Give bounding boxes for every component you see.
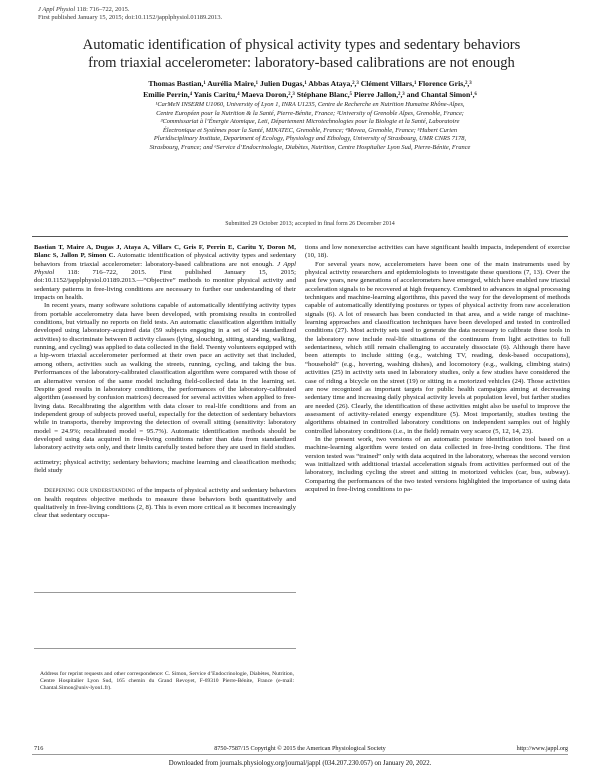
keywords: actimetry; physical activity; sedentary behaviors; machine learning and classification methods; field study — [34, 458, 296, 474]
affiliation-line: Pluridisciplinary Institute, Department of Ecology, Physiology and Ethology, University of Strasbourg, UMR CNRS 7178, — [153, 135, 467, 143]
affiliation-line: Centre Européen pour la Nutrition & la Santé, Pierre-Bénite, France; ²University of Grenoble Alpes, Grenoble, France; — [156, 109, 464, 117]
copyright-line: 8750-7587/15 Copyright © 2015 the American Physiological Society — [214, 745, 386, 752]
header-divider — [32, 236, 568, 237]
submission-dates: Submitted 29 October 2013; accepted in final form 26 December 2014 — [225, 221, 395, 227]
page-number: 716 — [34, 745, 44, 752]
journal-header — [38, 6, 222, 22]
abstract-intro: 118: 716–722, 2015. First published January 15, 2015; doi:10.1152/japplphysiol.01189.2013.—“Objective” methods to monitor physical activity and sedentary patterns in free-living conditions are necessary to further our understanding of their impacts on health. — [34, 269, 296, 302]
affiliation-line: Électronique et Systèmes pour la Santé, MINATEC, Grenoble, France; ⁴Movea, Grenoble, France; ⁵Hubert Curien — [162, 126, 458, 134]
author-list — [60, 79, 560, 100]
body-paragraph: tions and low nonexercise activities can have significant health impacts, independent of exercise (10, 18). — [305, 244, 570, 260]
author-line: Thomas Bastian,¹ Aurélia Maire,¹ Julien Dugas,¹ Abbas Ataya,²,³ Clément Villars,¹ Florence Gris,²,³ — [148, 79, 472, 88]
journal-citation: 118: 716–722, 2015. — [76, 6, 130, 13]
journal-name: J Appl Physiol — [38, 6, 76, 13]
author-line: Emilie Perrin,⁴ Yanis Caritu,⁴ Maeva Doron,²,³ Stéphane Blanc,⁵ Pierre Jallon,²,³ and Chantal Simon¹,⁶ — [143, 89, 477, 99]
left-column — [34, 244, 296, 521]
affiliations — [60, 101, 560, 153]
body-paragraph: For several years now, accelerometers have been one of the main instruments used by physical activity researchers and epidemiologists to investigate these questions (7, 13). Over the past few years, new generations of accelerometers have emerged, which have enabled raw triaxial acceleration signals to be recovered at high frequency. Combined to advances in signal processing techniques and machine-learning algorithms, this paved the way for the development of methods capable of automatically identifying postures or types of physical activity from raw acceleration signals (6). A lot of research has been conducted in that area, and a wide range of machine-learning approaches and classification techniques have been developed and tested in controlled conditions (27). Most activity sets used to generate the data necessary to calibrate these tools in the laboratory now include real-life situations of the continuum from light activities to full sedentariness, which still remain challenging to accurately dissociate (6). Although there have been attempts to include sitting (e.g., watching TV, reading, desk-based occupations), “household” (e.g., hovering, washing dishes), and locomotory (e.g., walking, climbing stairs) activities (25) in activity sets used in laboratory studies, only a few studies have considered the case of riding a bicycle on the street (19) or sitting in a motorized vehicles (24). Those activities are now recognized as important targets for public health campaigns aiming at decreasing sedentary time and increasing daily physical activity levels at population level, but farther studies are needed (26). Clearly, the identification of these activities might also be useful to improve the assessment of activity-related energy expenditure (5). Most importantly, studies testing the algorithms obtained in controlled laboratory conditions on independent samples out of highly controlled laboratory conditions (i.e., in the field) remain very scarce (5, 12, 14, 23). — [305, 260, 570, 435]
title-line: from triaxial accelerometer: laboratory-based calibrations are not enough — [88, 55, 515, 71]
intro-text: of the impacts of physical activity and sedentary behaviors on health requires objective methods to measure these behaviors both quantitatively and qualitatively in free-living conditions (2, 8). This is even more critical as it becomes increasingly clear that sedentary occupa- — [34, 487, 296, 520]
abstract-citation — [34, 244, 296, 302]
first-published: First published January 15, 2015; doi:10.1152/japplphysiol.01189.2013. — [38, 14, 223, 21]
right-column — [305, 244, 570, 494]
footnote-divider — [34, 648, 296, 649]
affiliation-line: ¹CarMeN INSERM U1060, University of Lyon 1, INRA U1235, Centre de Recherche en Nutrition Humaine Rhône-Alpes, — [155, 101, 465, 108]
abstract-body: In recent years, many software solutions capable of automatically identifying activity types from portable accelerometry data have been developed, with promising results in controlled conditions, but virtually no reports on field tests. An automatic classification algorithm initially developed using laboratory-acquired data (59 subjects engaging in a set of 24 standardized activities) to discriminate between 8 activity classes (lying, slouching, sitting, standing, walking, running, and cycling) was applied to data collected in the field. Twenty volunteers equipped with a hip-worn triaxial accelerometer performed at their own pace an activity set that included, among others, activities such as walking the streets, running, cycling, and taking the bus. Performances of the laboratory-calibrated classification algorithm were compared with those of an alternative version of the same model including field-collected data in the learning set. Despite good results in laboratory conditions, the performances of the laboratory-calibrated algorithm (assessed by confusion matrices) decreased for several activities when applied to free-living data. Recalibrating the algorithm with data closer to real-life conditions and from an independent group of subjects proved useful, especially for the detection of sedentary behaviors while in transports, thereby improving the detection of overall sitting (sensitivity: laboratory model = 24.9%; recalibrated model = 95.7%). Automatic identification methods should be developed using data acquired in free-living conditions rather than data from standardized laboratory activity sets only, and their limits carefully tested before they are used in field studies. — [34, 302, 296, 452]
intro-lead: Deepening our understanding — [44, 487, 136, 495]
download-notice: Downloaded from journals.physiology.org/journal/jappl (034.207.230.057) on January 20, 2022. — [168, 760, 432, 767]
article-title — [34, 36, 569, 72]
correspondence-footnote: Address for reprint requests and other correspondence: C. Simon, Service d’Endocrinologie, Diabètes, Nutrition, Centre Hospitalier Lyon Sud, 165 chemin du Grand Revoyet, F-69310 Pierre-Bénite, France (e-mail: Chantal.Simon@univ-lyon1.fr). — [40, 671, 294, 692]
affiliation-line: ³Commissariat à l’Énergie Atomique, Leti, Département Microtechnologies pour la Biologie et la Santé, Laboratoire — [160, 118, 460, 126]
intro-paragraph — [34, 487, 296, 520]
footer-divider — [32, 754, 568, 755]
keywords-divider — [34, 592, 296, 593]
affiliation-line: Strasbourg, France; and ⁶Service d’Endocrinologie, Diabètes, Nutrition, Centre Hospitalier Lyon Sud, Pierre-Bénite, France — [149, 143, 471, 151]
title-line: Automatic identification of physical activity types and sedentary behaviors — [82, 37, 521, 53]
abstract-title-ref: Automatic identification of physical activity types and sedentary behaviors from triaxial accelerometer: laboratory-based calibrations are not enough. — [34, 252, 296, 268]
abstract-authors: Bastian T, Maire A, Dugas J, Ataya A, Villars C, Gris F, Perrin E, Caritu Y, Doron M, Blanc S, Jallon P, Simon C. — [34, 244, 296, 260]
body-paragraph: In the present work, two versions of an automatic posture identification tool based on a machine-learning algorithm were tested on data collected in free-living conditions. The first version tested was “trained” only with data acquired in the laboratory, whereas the second version was initialized with additional triaxial acceleration signals from activities performed out of the laboratory, including cycling the street and sitting in motorized vehicles (car, bus, subway). Comparing the performances of the two tested versions highlighted the importance of using data acquired in free-living conditions to pa- — [305, 435, 570, 493]
journal-url[interactable]: http://www.jappl.org — [516, 745, 568, 752]
abstract-journal: J Appl Physiol — [34, 260, 297, 277]
